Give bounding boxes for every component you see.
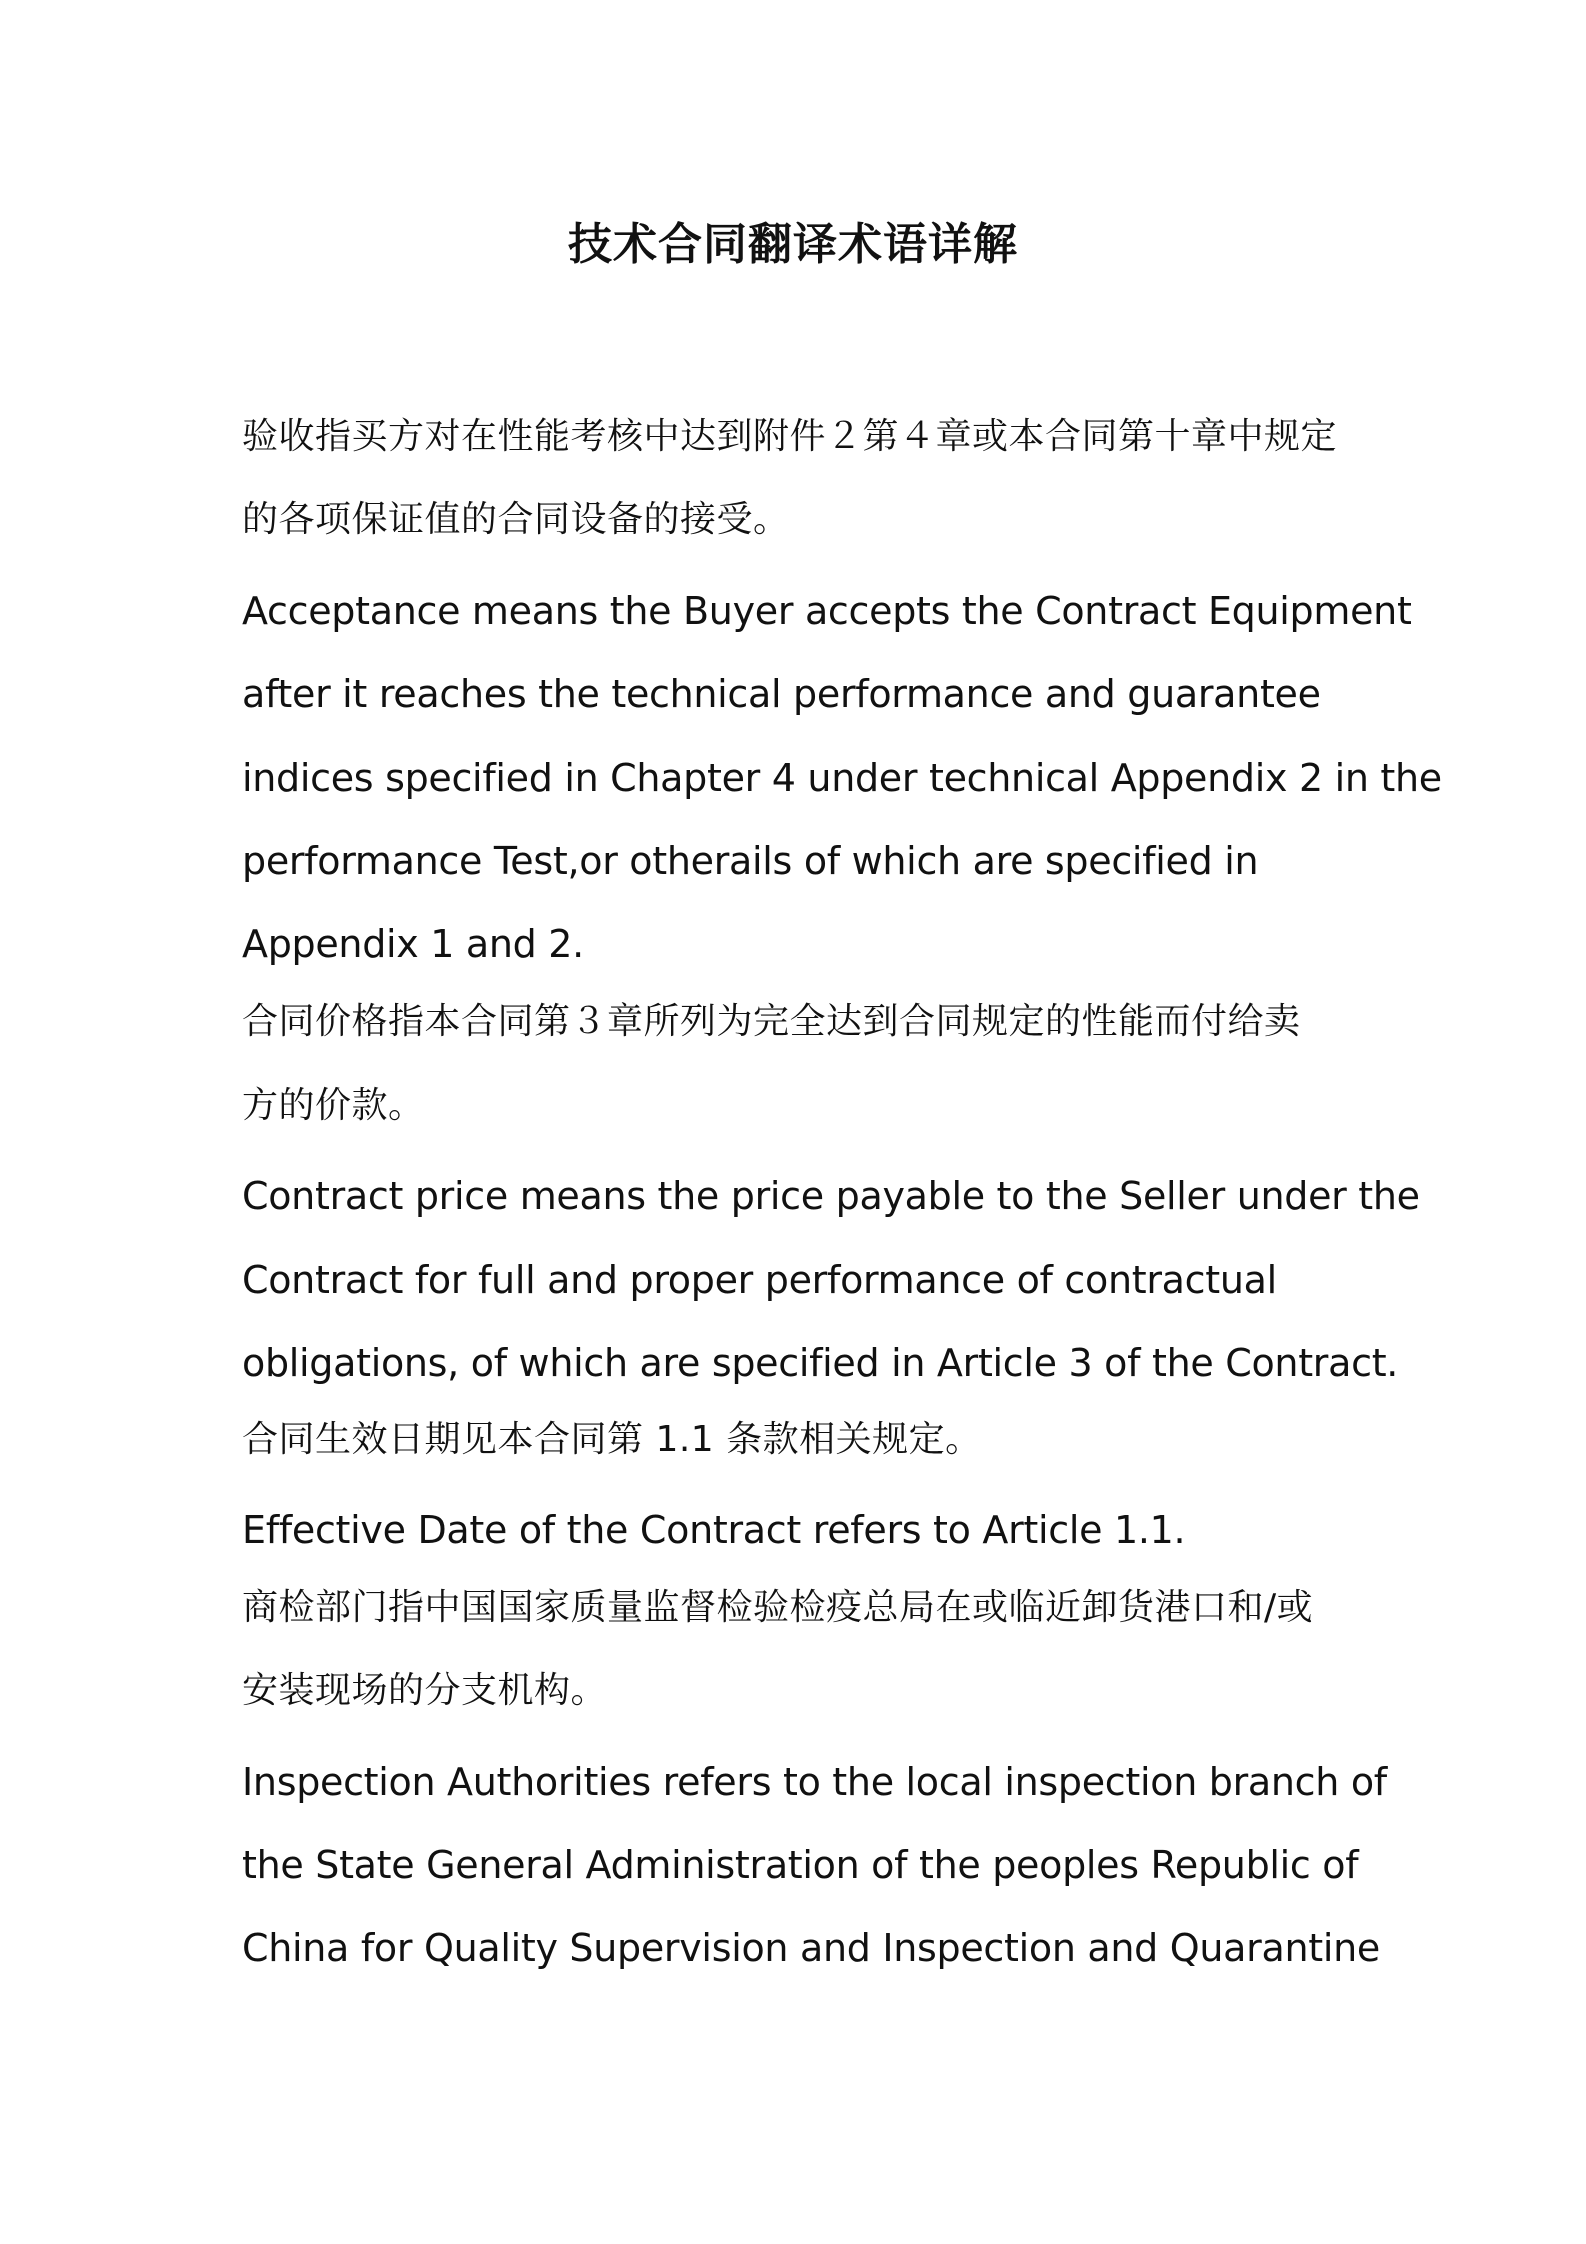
body-line: 方的价款。 <box>242 1085 425 1126</box>
body-line: Inspection Authorities refers to the local inspection branch of <box>242 1760 1387 1804</box>
body-line: indices specified in Chapter 4 under technical Appendix 2 in the <box>242 756 1442 800</box>
body-line: 合同价格指本合同第３章所列为完全达到合同规定的性能而付给卖 <box>242 1001 1301 1042</box>
body-line: Contract for full and proper performance of contractual <box>242 1258 1277 1302</box>
body-line: China for Quality Supervision and Inspection and Quarantine <box>242 1926 1380 1970</box>
document-title: 技术合同翻译术语详解 <box>568 219 1018 270</box>
body-line: 安装现场的分支机构。 <box>242 1670 608 1711</box>
body-line: Acceptance means the Buyer accepts the Contract Equipment <box>242 589 1412 633</box>
body-line: Appendix 1 and 2. <box>242 922 584 966</box>
body-line: 的各项保证值的合同设备的接受。 <box>242 499 790 540</box>
body-line: Effective Date of the Contract refers to Article 1.1. <box>242 1508 1186 1552</box>
body-line: 商检部门指中国国家质量监督检验检疫总局在或临近卸货港口和/或 <box>242 1587 1314 1628</box>
body-line: Contract price means the price payable to the Seller under the <box>242 1174 1420 1218</box>
body-line: performance Test,or otherails of which are specified in <box>242 839 1259 883</box>
body-line: the State General Administration of the peoples Republic of <box>242 1843 1359 1887</box>
body-line: 合同生效日期见本合同第 1.1 条款相关规定。 <box>242 1419 982 1460</box>
body-line: obligations, of which are specified in Article 3 of the Contract. <box>242 1341 1399 1385</box>
body-line: after it reaches the technical performance and guarantee <box>242 672 1321 716</box>
body-line: 验收指买方对在性能考核中达到附件２第４章或本合同第十章中规定 <box>242 416 1338 457</box>
